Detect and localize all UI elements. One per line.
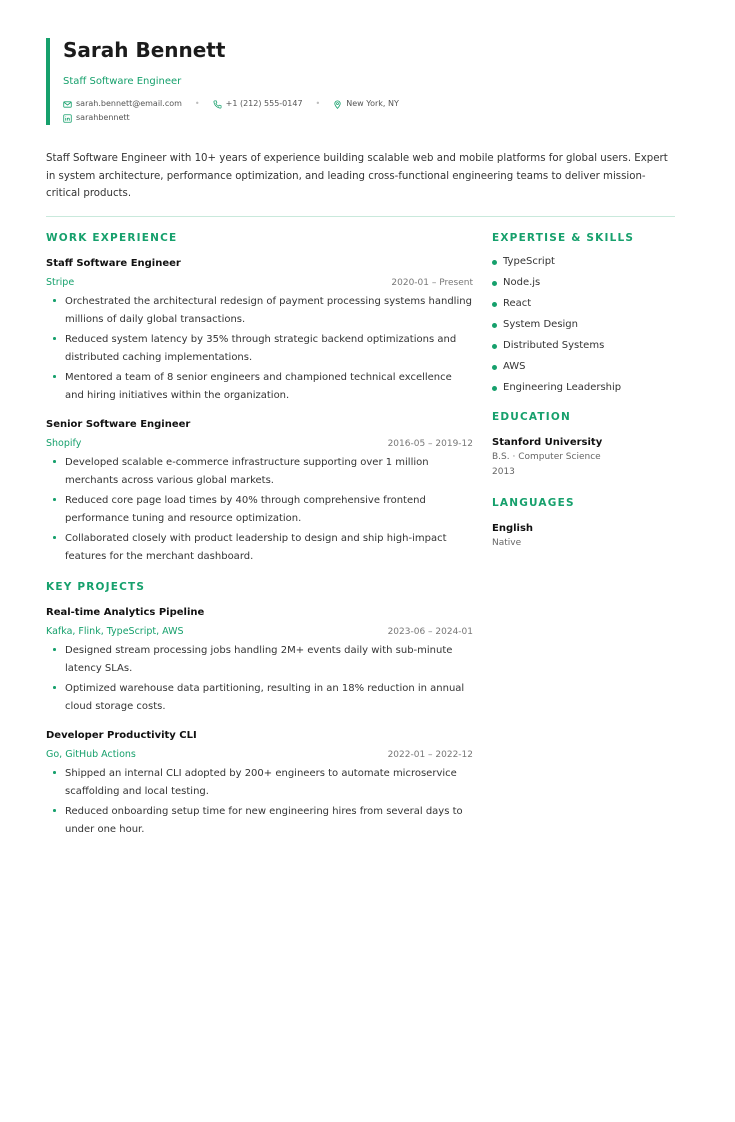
separator-dot: • [315, 99, 321, 108]
project-tech: Go, GitHub Actions [46, 749, 136, 760]
skill-item: TypeScript [492, 255, 682, 269]
linkedin-icon [63, 114, 72, 123]
experience-entry [46, 257, 473, 405]
phone-text: +1 (212) 555-0147 [225, 99, 303, 108]
job-company: Stripe [46, 277, 75, 288]
skill-item: Distributed Systems [492, 339, 682, 353]
phone-icon [213, 100, 222, 109]
bullet-item: Reduced system latency by 35% through strategic backend optimizations and distributed caching implementations. [46, 331, 473, 367]
bullet-item: Reduced onboarding setup time for new engineering hires from several days to under one hour. [46, 803, 473, 839]
section-divider [46, 216, 675, 217]
professional-summary: Staff Software Engineer with 10+ years of experience building scalable web and mobile platforms for global users. Expert in system architecture, performance optimization, and leading cross-functional engineering teams to deliver mission-critical products. [46, 153, 668, 200]
project-meta [46, 625, 473, 639]
job-bullets [46, 293, 473, 405]
resume-header [46, 38, 686, 125]
bullet-item: Collaborated closely with product leadership to design and ship high-impact features for the merchant dashboard. [46, 530, 473, 566]
contact-phone[interactable] [213, 97, 303, 111]
degree: B.S. · Computer Science [492, 452, 601, 462]
project-name: Developer Productivity CLI [46, 730, 197, 741]
skill-item: React [492, 297, 682, 311]
project-entry [46, 606, 473, 716]
project-meta [46, 748, 473, 762]
project-entry [46, 729, 473, 839]
sidebar-column [492, 232, 682, 551]
email-text: sarah.bennett@email.com [76, 99, 182, 108]
experience-entry [46, 418, 473, 566]
candidate-title: Staff Software Engineer [63, 76, 182, 87]
job-role: Staff Software Engineer [46, 258, 181, 269]
education-entry [492, 436, 682, 480]
job-role: Senior Software Engineer [46, 419, 191, 430]
education-heading: EDUCATION [492, 411, 572, 423]
job-company: Shopify [46, 438, 82, 449]
bullet-item: Designed stream processing jobs handling 2M+ events daily with sub-minute latency SLAs. [46, 642, 473, 678]
contact-info [63, 97, 686, 125]
job-meta [46, 437, 473, 451]
location-text: New York, NY [346, 99, 399, 108]
main-column [46, 232, 473, 841]
language-entry [492, 522, 682, 551]
job-dates: 2020-01 – Present [391, 278, 473, 288]
project-bullets [46, 642, 473, 716]
project-name: Real-time Analytics Pipeline [46, 607, 205, 618]
graduation-year: 2013 [492, 467, 515, 477]
bullet-item: Reduced core page load times by 40% through comprehensive frontend performance tuning and resource optimization. [46, 492, 473, 528]
contact-location [333, 97, 399, 111]
contact-email[interactable] [63, 97, 182, 111]
skills-list [492, 255, 682, 395]
school-name: Stanford University [492, 437, 603, 448]
bullet-item: Shipped an internal CLI adopted by 200+ engineers to automate microservice scaffolding and local testing. [46, 765, 473, 801]
skill-item: AWS [492, 360, 682, 374]
project-tech: Kafka, Flink, TypeScript, AWS [46, 626, 184, 637]
work-experience-heading: WORK EXPERIENCE [46, 232, 178, 244]
skill-item: Node.js [492, 276, 682, 290]
project-bullets [46, 765, 473, 839]
skill-item: System Design [492, 318, 682, 332]
skill-item: Engineering Leadership [492, 381, 682, 395]
job-meta [46, 276, 473, 290]
languages-heading: LANGUAGES [492, 497, 575, 509]
key-projects-heading: KEY PROJECTS [46, 581, 146, 593]
skills-heading: EXPERTISE & SKILLS [492, 232, 635, 244]
separator-dot: • [194, 99, 200, 108]
mail-icon [63, 100, 72, 109]
linkedin-text: sarahbennett [76, 113, 130, 122]
contact-linkedin[interactable] [63, 111, 130, 125]
project-dates: 2023-06 – 2024-01 [387, 627, 473, 637]
bullet-item: Developed scalable e-commerce infrastructure supporting over 1 million merchants across various global markets. [46, 454, 473, 490]
language-name: English [492, 523, 534, 534]
job-dates: 2016-05 – 2019-12 [387, 439, 473, 449]
bullet-item: Mentored a team of 8 senior engineers and championed technical excellence and hiring initiatives within the organization. [46, 369, 473, 405]
bullet-item: Orchestrated the architectural redesign of payment processing systems handling millions of daily global transactions. [46, 293, 473, 329]
language-level: Native [492, 538, 522, 548]
candidate-name: Sarah Bennett [63, 38, 226, 62]
job-bullets [46, 454, 473, 566]
location-pin-icon [333, 100, 342, 109]
bullet-item: Optimized warehouse data partitioning, resulting in an 18% reduction in annual cloud storage costs. [46, 680, 473, 716]
project-dates: 2022-01 – 2022-12 [387, 750, 473, 760]
